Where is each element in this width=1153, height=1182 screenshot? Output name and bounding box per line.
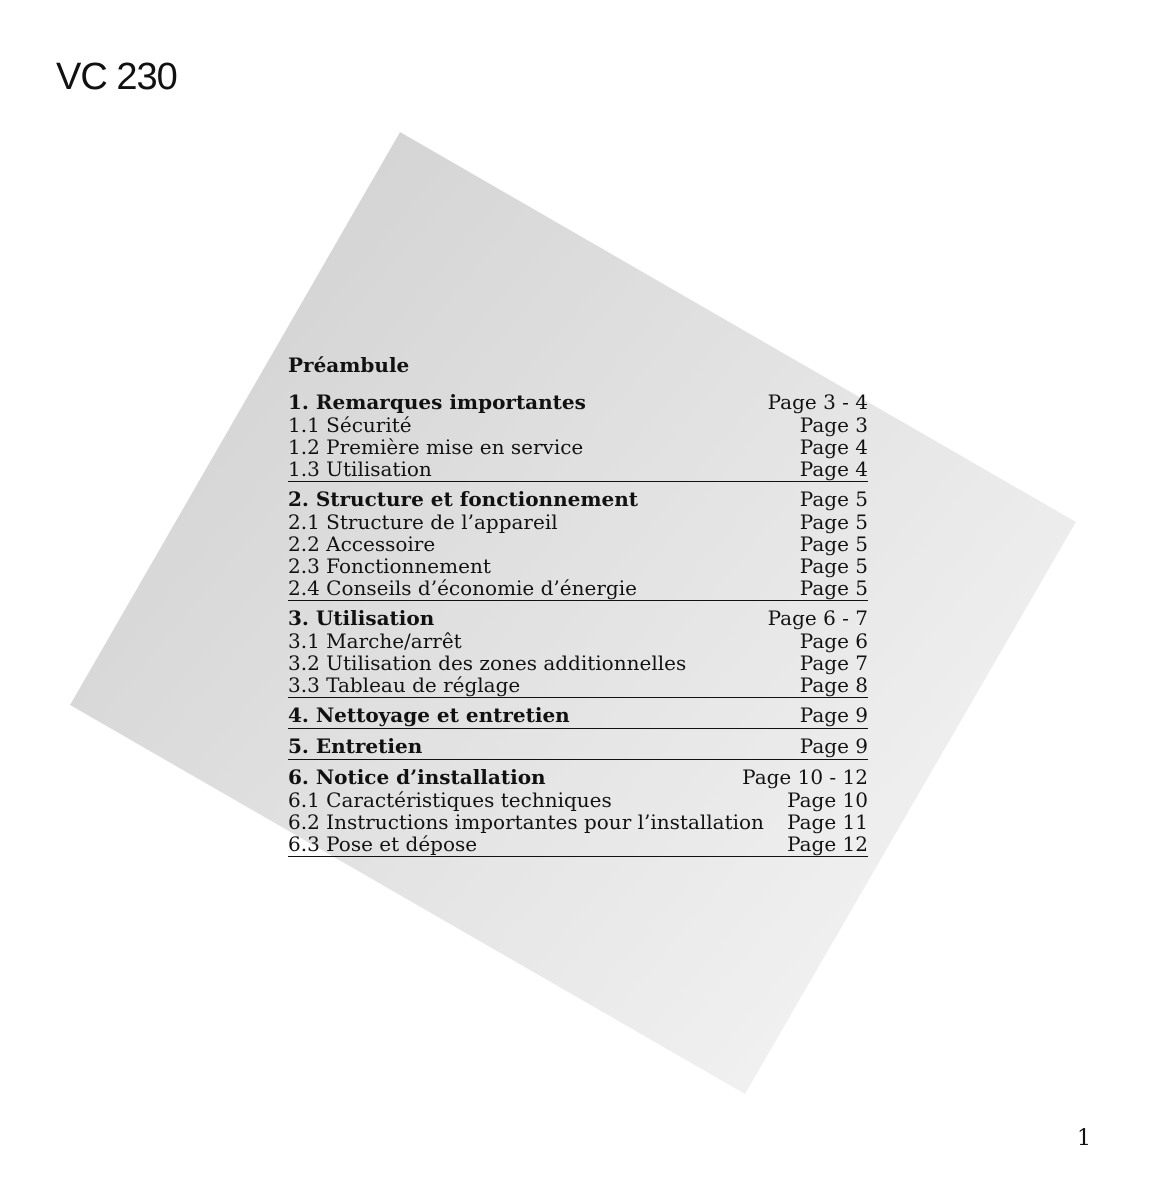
toc-section-heading bbox=[288, 606, 868, 630]
toc-item bbox=[288, 811, 868, 833]
toc-section-title: 6. Notice d’installation bbox=[288, 765, 546, 789]
toc-section-page: Page 9 bbox=[799, 734, 868, 758]
toc-section-page: Page 5 bbox=[799, 487, 868, 511]
toc-item-page: Page 8 bbox=[799, 673, 868, 697]
toc-section-title: 4. Nettoyage et entretien bbox=[288, 703, 570, 727]
toc-section-title: 3. Utilisation bbox=[288, 606, 435, 630]
toc-item-label: 3.1 Marche/arrêt bbox=[288, 629, 462, 653]
toc-item bbox=[288, 630, 868, 652]
table-of-contents bbox=[288, 352, 868, 862]
toc-item-label: 2.3 Fonctionnement bbox=[288, 554, 491, 578]
toc-item-label: 3.3 Tableau de réglage bbox=[288, 673, 521, 697]
toc-item bbox=[288, 511, 868, 533]
toc-preamble: Préambule bbox=[288, 353, 410, 377]
toc-item-page: Page 3 bbox=[799, 413, 868, 437]
page-number: 1 bbox=[1077, 1126, 1091, 1151]
toc-item bbox=[288, 414, 868, 436]
toc-item-page: Page 7 bbox=[799, 651, 868, 675]
toc-section-heading bbox=[288, 734, 868, 758]
toc-item-page: Page 5 bbox=[799, 576, 868, 600]
toc-section-page: Page 3 - 4 bbox=[767, 390, 868, 414]
toc-section-heading bbox=[288, 487, 868, 511]
toc-item-page: Page 4 bbox=[799, 457, 868, 481]
toc-item-page: Page 5 bbox=[799, 510, 868, 534]
toc-item-label: 1.2 Première mise en service bbox=[288, 435, 584, 459]
toc-item-label: 6.3 Pose et dépose bbox=[288, 832, 478, 856]
toc-item bbox=[288, 652, 868, 674]
toc-item-label: 3.2 Utilisation des zones additionnelles bbox=[288, 651, 687, 675]
toc-section-page: Page 6 - 7 bbox=[767, 606, 868, 630]
toc-item bbox=[288, 674, 868, 696]
toc-item-label: 6.1 Caractéristiques techniques bbox=[288, 788, 612, 812]
toc-item-page: Page 11 bbox=[787, 810, 868, 834]
toc-item-page: Page 5 bbox=[799, 554, 868, 578]
toc-item-label: 1.1 Sécurité bbox=[288, 413, 412, 437]
toc-item-page: Page 4 bbox=[799, 435, 868, 459]
toc-item bbox=[288, 458, 868, 480]
toc-item-page: Page 10 bbox=[787, 788, 868, 812]
document-title: VC 230 bbox=[56, 56, 177, 98]
toc-item-label: 2.4 Conseils d’économie d’énergie bbox=[288, 576, 637, 600]
toc-item bbox=[288, 577, 868, 599]
toc-item-page: Page 6 bbox=[799, 629, 868, 653]
toc-item-label: 6.2 Instructions importantes pour l’installation bbox=[288, 810, 764, 834]
toc-section-heading bbox=[288, 703, 868, 727]
toc-section-6 bbox=[288, 765, 868, 857]
toc-item-page: Page 5 bbox=[799, 532, 868, 556]
toc-item bbox=[288, 436, 868, 458]
toc-item-label: 2.2 Accessoire bbox=[288, 532, 436, 556]
toc-item-label: 1.3 Utilisation bbox=[288, 457, 432, 481]
toc-item bbox=[288, 833, 868, 855]
toc-section-1 bbox=[288, 390, 868, 482]
toc-item-label: 2.1 Structure de l’appareil bbox=[288, 510, 558, 534]
toc-section-heading bbox=[288, 390, 868, 414]
toc-item bbox=[288, 789, 868, 811]
toc-section-3 bbox=[288, 606, 868, 698]
toc-section-page: Page 9 bbox=[799, 703, 868, 727]
toc-section-title: 1. Remarques importantes bbox=[288, 390, 586, 414]
toc-section-5 bbox=[288, 734, 868, 760]
toc-section-title: 5. Entretien bbox=[288, 734, 423, 758]
toc-section-4 bbox=[288, 703, 868, 729]
toc-section-2 bbox=[288, 487, 868, 601]
toc-section-page: Page 10 - 12 bbox=[742, 765, 868, 789]
toc-section-heading bbox=[288, 765, 868, 789]
toc-item bbox=[288, 555, 868, 577]
toc-item-page: Page 12 bbox=[787, 832, 868, 856]
toc-item bbox=[288, 533, 868, 555]
toc-section-title: 2. Structure et fonctionnement bbox=[288, 487, 639, 511]
